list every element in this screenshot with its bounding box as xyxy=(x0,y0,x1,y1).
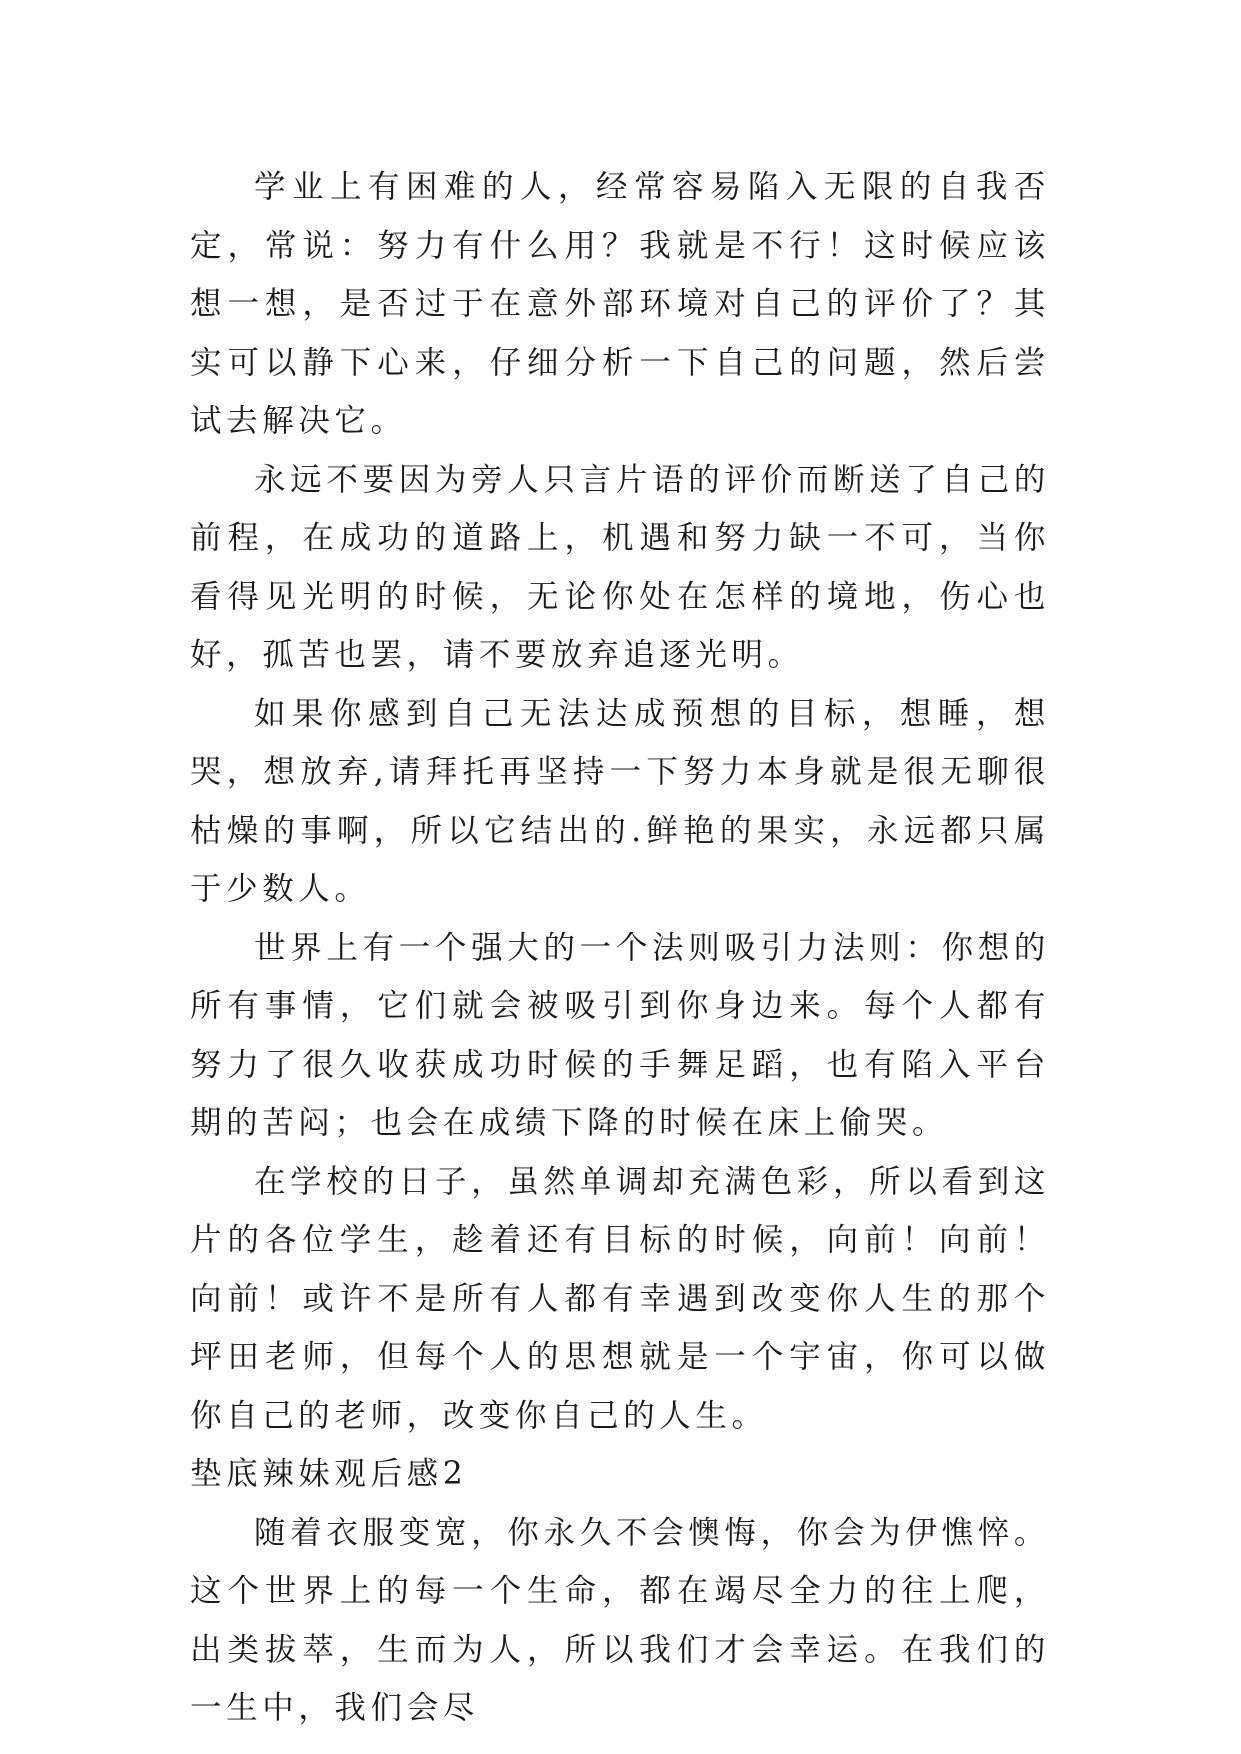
paragraph-4: 世界上有一个强大的一个法则吸引力法则：你想的所有事情，它们就会被吸引到你身边来。每个人都有努力了很久收获成功时候的手舞足蹈，也有陷入平台期的苦闷；也会在成绩下降的时候在床上偷哭。 xyxy=(190,929,1050,1141)
paragraph-5: 在学校的日子，虽然单调却充满色彩，所以看到这片的各位学生，趁着还有目标的时候，向前！向前！向前！或许不是所有人都有幸遇到改变你人生的那个坪田老师，但每个人的思想就是一个宇宙，你可以做你自己的老师，改变你自己的人生。 xyxy=(190,1163,1050,1434)
document-body xyxy=(190,158,1050,1738)
paragraph-3: 如果你感到自己无法达成预想的目标，想睡，想哭，想放弃,请拜托再坚持一下努力本身就是很无聊很枯燥的事啊，所以它结出的.鲜艳的果实，永远都只属于少数人。 xyxy=(190,695,1050,907)
paragraph-1: 学业上有困难的人，经常容易陷入无限的自我否定，常说：努力有什么用？我就是不行！这时候应该想一想，是否过于在意外部环境对自己的评价了？其实可以静下心来，仔细分析一下自己的问题，然后尝试去解决它。 xyxy=(190,169,1050,439)
paragraph-2: 永远不要因为旁人只言片语的评价而断送了自己的前程，在成功的道路上，机遇和努力缺一不可，当你看得见光明的时候，无论你处在怎样的境地，伤心也好，孤苦也罢，请不要放弃追逐光明。 xyxy=(190,461,1050,673)
paragraph-6: 随着衣服变宽，你永久不会懊悔，你会为伊憔悴。这个世界上的每一个生命，都在竭尽全力的往上爬，出类拔萃，生而为人，所以我们才会幸运。在我们的一生中，我们会尽 xyxy=(190,1514,1050,1726)
section-heading: 垫底辣妹观后感2 xyxy=(190,1456,468,1492)
